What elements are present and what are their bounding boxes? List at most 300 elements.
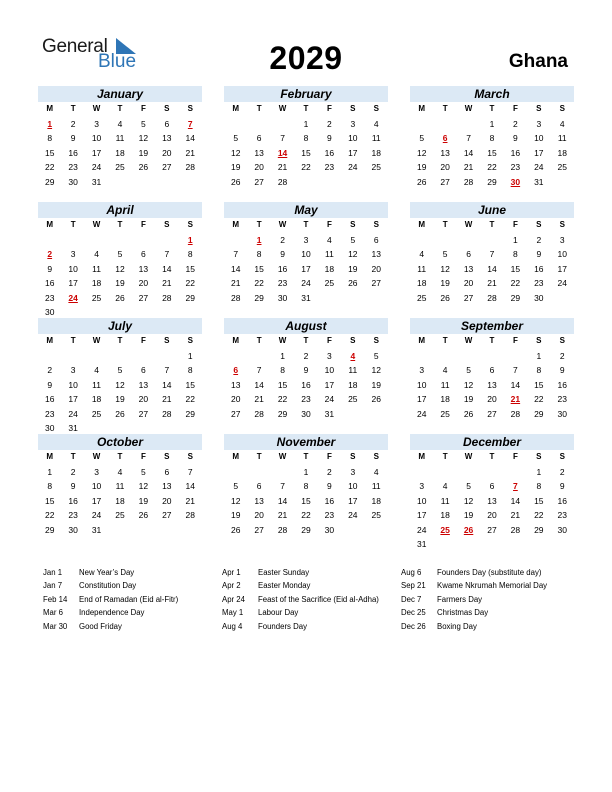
day-cell: 27	[463, 292, 474, 303]
empty-cell	[224, 233, 247, 248]
day-cell: 30	[557, 524, 567, 535]
week-row	[38, 508, 202, 523]
day-cell: 20	[230, 394, 241, 404]
day-cell: 29	[301, 524, 311, 535]
day-cell: 6	[141, 249, 146, 259]
day-cell: 22	[254, 278, 264, 288]
day-cell: 7	[187, 466, 193, 477]
day-cell: 23	[44, 292, 55, 303]
weekday-header	[224, 102, 388, 117]
month-title: February	[224, 86, 388, 102]
day-cell: 19	[230, 510, 241, 520]
day-cell: 7	[466, 133, 471, 143]
day-cell: 20	[138, 394, 149, 404]
day-cell: 31	[534, 176, 544, 187]
day-cell: 16	[510, 147, 521, 158]
day-cell: 22	[185, 394, 195, 404]
day-cell: 20	[138, 278, 149, 288]
weekday-label: W	[464, 104, 473, 113]
week-row	[38, 146, 202, 161]
day-cell: 6	[489, 481, 495, 491]
holiday-row	[401, 566, 547, 579]
day-cell: 3	[419, 365, 425, 375]
day-cell: 11	[115, 481, 125, 491]
day-cell: 5	[350, 234, 356, 245]
empty-cell	[179, 523, 202, 538]
day-cell: 16	[68, 495, 78, 506]
day-cell: 4	[94, 249, 99, 259]
week-row	[410, 363, 574, 378]
weekday-label: S	[373, 220, 379, 229]
day-cell: 8	[536, 481, 542, 491]
holiday-column	[222, 566, 379, 633]
day-cell: 11	[417, 263, 427, 274]
day-cell: 1	[536, 466, 542, 477]
day-cell: 6	[373, 234, 379, 245]
day-cell: 13	[254, 495, 264, 506]
weekday-label: T	[117, 452, 123, 461]
holiday-date: Aug 6	[401, 568, 422, 577]
day-cell: 21	[185, 495, 195, 506]
weekday-label: W	[464, 220, 473, 229]
holiday-row	[43, 566, 178, 579]
day-cell: 17	[416, 510, 427, 520]
weekday-label: T	[256, 452, 262, 461]
empty-cell	[504, 349, 527, 364]
week-row	[224, 117, 388, 132]
day-cell: 26	[230, 176, 241, 187]
weekday-label: T	[489, 220, 495, 229]
empty-cell	[433, 349, 456, 364]
day-cell: 23	[44, 408, 55, 419]
day-cell: 11	[92, 379, 101, 390]
holiday-column	[43, 566, 178, 633]
weekday-label: M	[232, 336, 240, 345]
weekday-label: T	[256, 336, 262, 345]
empty-cell	[504, 465, 527, 480]
holiday-date: Feb 14	[43, 594, 68, 604]
day-cell: 8	[513, 249, 518, 259]
day-cell: 24	[324, 394, 335, 404]
empty-cell	[318, 291, 341, 306]
day-cell: 15	[301, 495, 311, 506]
day-cell: 7	[164, 249, 170, 259]
week-row	[38, 117, 202, 132]
week-row	[410, 131, 574, 146]
month-title: January	[38, 86, 202, 102]
month-october	[38, 434, 202, 537]
day-cell: 3	[350, 118, 356, 129]
weekday-label: T	[70, 452, 76, 461]
day-cell: 25	[440, 408, 450, 419]
day-cell: 25	[371, 162, 381, 172]
day-cell: 1	[187, 350, 193, 361]
day-cell: 25	[416, 292, 427, 303]
empty-cell	[38, 349, 61, 364]
day-cell: 31	[324, 408, 335, 419]
day-cell: 24	[348, 162, 358, 172]
day-cell: 22	[185, 278, 195, 288]
day-cell: 16	[277, 263, 288, 274]
day-cell: 29	[534, 408, 544, 419]
weekday-label: T	[303, 452, 309, 461]
day-cell: 27	[162, 162, 172, 172]
month-april	[38, 202, 202, 320]
holiday-day: 7	[187, 118, 193, 129]
empty-cell	[132, 233, 155, 248]
empty-cell	[341, 175, 364, 190]
week-row	[410, 276, 574, 291]
empty-cell	[132, 175, 155, 190]
day-cell: 16	[557, 379, 567, 390]
day-cell: 21	[162, 278, 172, 288]
day-cell: 1	[489, 118, 495, 129]
day-cell: 14	[230, 263, 241, 274]
week-row	[410, 291, 574, 306]
day-cell: 16	[44, 394, 55, 404]
day-cell: 20	[463, 278, 474, 288]
day-cell: 9	[327, 481, 332, 491]
day-cell: 19	[138, 495, 149, 506]
empty-cell	[341, 291, 364, 306]
day-cell: 24	[91, 510, 102, 520]
day-cell: 19	[416, 162, 427, 172]
holiday-row	[222, 579, 379, 592]
day-cell: 23	[557, 510, 567, 520]
day-cell: 16	[324, 495, 335, 506]
empty-cell	[410, 117, 433, 132]
day-cell: 29	[44, 524, 55, 535]
weekday-label: F	[326, 452, 332, 461]
weekday-label: S	[164, 104, 170, 113]
day-cell: 19	[440, 278, 450, 288]
day-cell: 18	[91, 394, 102, 404]
day-cell: 23	[68, 162, 78, 172]
day-cell: 17	[557, 263, 567, 274]
day-cell: 11	[557, 133, 567, 143]
holiday-row	[401, 593, 547, 606]
empty-cell	[410, 349, 433, 364]
day-cell: 20	[440, 162, 450, 172]
holiday-day: 1	[256, 234, 262, 245]
week-row	[224, 131, 388, 146]
day-cell: 20	[162, 147, 172, 158]
day-cell: 26	[115, 408, 125, 419]
day-cell: 17	[301, 263, 311, 274]
day-cell: 13	[487, 379, 497, 390]
day-cell: 15	[487, 147, 497, 158]
weekday-label: M	[418, 452, 426, 461]
holiday-row	[401, 606, 547, 619]
empty-cell	[61, 349, 84, 364]
day-cell: 27	[487, 408, 497, 419]
day-cell: 13	[138, 379, 149, 390]
day-cell: 10	[68, 263, 78, 274]
week-row	[38, 349, 202, 364]
day-cell: 13	[230, 379, 241, 390]
weekday-header	[224, 334, 388, 349]
empty-cell	[433, 117, 456, 132]
weekday-label: T	[442, 452, 448, 461]
day-cell: 8	[47, 133, 53, 143]
day-cell: 10	[557, 249, 567, 259]
weekday-label: F	[140, 104, 146, 113]
weekday-header	[410, 334, 574, 349]
day-cell: 5	[466, 481, 471, 491]
day-cell: 20	[254, 510, 264, 520]
day-cell: 18	[440, 510, 450, 520]
holiday-row	[43, 620, 178, 633]
holiday-day: 30	[510, 176, 521, 187]
weekday-label: S	[559, 452, 565, 461]
week-row	[224, 146, 388, 161]
holiday-name: Easter Sunday	[258, 568, 310, 577]
week-row	[410, 349, 574, 364]
day-cell: 10	[416, 495, 427, 506]
day-cell: 4	[419, 249, 425, 259]
day-cell: 19	[463, 510, 474, 520]
day-cell: 31	[91, 524, 102, 535]
day-cell: 9	[559, 481, 565, 491]
day-cell: 17	[324, 379, 335, 390]
weekday-label: F	[326, 104, 332, 113]
day-cell: 22	[510, 278, 521, 288]
day-cell: 15	[44, 147, 55, 158]
week-row	[224, 494, 388, 509]
day-cell: 28	[487, 292, 497, 303]
weekday-label: W	[278, 220, 287, 229]
empty-cell	[247, 117, 270, 132]
month-february	[224, 86, 388, 189]
day-cell: 11	[92, 263, 101, 274]
day-cell: 2	[327, 466, 332, 477]
weekday-label: M	[232, 104, 240, 113]
day-cell: 29	[185, 408, 195, 419]
weekday-label: S	[187, 336, 193, 345]
week-row	[410, 392, 574, 407]
day-cell: 25	[115, 510, 125, 520]
empty-cell	[179, 175, 202, 190]
day-cell: 8	[187, 249, 193, 259]
day-cell: 3	[559, 234, 565, 245]
month-january	[38, 86, 202, 189]
holiday-name: Good Friday	[79, 621, 122, 631]
day-cell: 10	[348, 133, 358, 143]
empty-cell	[551, 291, 574, 306]
holiday-day: 25	[440, 524, 450, 535]
weekday-label: F	[140, 336, 146, 345]
day-cell: 3	[536, 118, 542, 129]
weekday-label: M	[232, 220, 240, 229]
day-cell: 18	[440, 394, 450, 404]
holiday-date: Mar 30	[43, 621, 68, 631]
week-row	[410, 523, 574, 538]
day-cell: 1	[536, 350, 542, 361]
holiday-row	[401, 579, 547, 592]
day-cell: 16	[301, 379, 311, 390]
empty-cell	[433, 537, 456, 552]
day-cell: 21	[510, 510, 521, 520]
empty-cell	[294, 175, 317, 190]
holiday-date: Aug 4	[222, 621, 243, 631]
week-row	[38, 465, 202, 480]
day-cell: 8	[303, 481, 309, 491]
day-cell: 26	[115, 292, 125, 303]
day-cell: 23	[277, 278, 288, 288]
weekday-label: F	[326, 336, 332, 345]
holiday-name: Constitution Day	[79, 581, 137, 591]
day-cell: 19	[371, 379, 381, 390]
day-cell: 10	[416, 379, 427, 390]
holiday-day: 1	[47, 118, 53, 129]
month-july	[38, 318, 202, 436]
day-cell: 24	[416, 408, 427, 419]
weekday-label: W	[92, 104, 101, 113]
country-name: Ghana	[508, 51, 568, 72]
weekday-label: M	[418, 336, 426, 345]
month-title: November	[224, 434, 388, 450]
day-cell: 13	[487, 495, 497, 506]
day-cell: 7	[256, 365, 262, 375]
day-cell: 22	[487, 162, 497, 172]
empty-cell	[271, 117, 294, 132]
weekday-label: T	[442, 336, 448, 345]
weekday-label: T	[70, 336, 76, 345]
day-cell: 4	[94, 365, 99, 375]
month-september	[410, 318, 574, 421]
weekday-label: W	[92, 452, 101, 461]
day-cell: 27	[230, 408, 241, 419]
month-title: April	[38, 202, 202, 218]
day-cell: 26	[440, 292, 450, 303]
week-row	[410, 160, 574, 175]
empty-cell	[480, 233, 503, 248]
empty-cell	[457, 233, 480, 248]
holiday-day: 7	[513, 481, 518, 491]
day-cell: 26	[138, 510, 149, 520]
day-cell: 11	[115, 133, 125, 143]
day-cell: 17	[91, 495, 102, 506]
day-cell: 15	[277, 379, 288, 390]
week-row	[38, 276, 202, 291]
day-cell: 20	[487, 510, 497, 520]
empty-cell	[108, 233, 131, 248]
day-cell: 3	[303, 234, 309, 245]
day-cell: 20	[162, 495, 172, 506]
empty-cell	[433, 233, 456, 248]
empty-cell	[108, 349, 131, 364]
day-cell: 12	[463, 495, 474, 506]
weekday-label: W	[92, 336, 101, 345]
day-cell: 27	[440, 176, 450, 187]
holiday-day: 2	[47, 249, 53, 259]
empty-cell	[480, 537, 503, 552]
holiday-row	[43, 593, 178, 606]
holiday-date: Apr 24	[222, 594, 245, 604]
day-cell: 30	[324, 524, 335, 535]
week-row	[38, 233, 202, 248]
day-cell: 7	[489, 249, 495, 259]
day-cell: 29	[185, 292, 195, 303]
day-cell: 23	[510, 162, 521, 172]
empty-cell	[410, 233, 433, 248]
day-cell: 6	[466, 249, 471, 259]
week-row	[38, 479, 202, 494]
day-cell: 19	[138, 147, 149, 158]
day-cell: 16	[557, 495, 567, 506]
empty-cell	[271, 465, 294, 480]
week-row	[38, 523, 202, 538]
day-cell: 10	[91, 481, 102, 491]
day-cell: 26	[463, 408, 474, 419]
day-cell: 9	[327, 133, 332, 143]
empty-cell	[457, 537, 480, 552]
day-cell: 29	[277, 408, 288, 419]
day-cell: 5	[373, 350, 379, 361]
day-cell: 8	[536, 365, 542, 375]
holiday-date: Mar 6	[43, 608, 63, 618]
empty-cell	[551, 175, 574, 190]
weekday-label: F	[512, 336, 518, 345]
day-cell: 2	[280, 234, 285, 245]
weekday-label: T	[489, 452, 495, 461]
day-cell: 12	[138, 481, 149, 491]
week-row	[410, 537, 574, 552]
weekday-label: T	[303, 220, 309, 229]
day-cell: 12	[230, 495, 241, 506]
holiday-row	[222, 593, 379, 606]
day-cell: 10	[301, 249, 311, 259]
day-cell: 6	[256, 481, 262, 491]
day-cell: 18	[557, 147, 567, 158]
day-cell: 4	[373, 118, 379, 129]
day-cell: 18	[115, 147, 125, 158]
day-cell: 13	[440, 147, 450, 158]
day-cell: 9	[70, 133, 76, 143]
day-cell: 2	[559, 466, 565, 477]
day-cell: 13	[138, 263, 149, 274]
holiday-name: Boxing Day	[437, 621, 477, 631]
day-cell: 16	[68, 147, 78, 158]
empty-cell	[457, 349, 480, 364]
empty-cell	[132, 523, 155, 538]
day-cell: 10	[91, 133, 102, 143]
holiday-day: 26	[463, 524, 474, 535]
day-cell: 11	[348, 365, 358, 375]
day-cell: 14	[162, 379, 172, 390]
day-cell: 31	[68, 423, 78, 433]
holiday-column	[401, 566, 547, 633]
empty-cell	[247, 465, 270, 480]
day-cell: 14	[463, 147, 474, 158]
day-cell: 13	[162, 133, 172, 143]
empty-cell	[224, 117, 247, 132]
day-cell: 21	[230, 278, 241, 288]
day-cell: 9	[303, 365, 309, 375]
day-cell: 18	[115, 495, 125, 506]
empty-cell	[457, 117, 480, 132]
weekday-label: T	[256, 220, 262, 229]
week-row	[410, 407, 574, 422]
week-row	[224, 276, 388, 291]
weekday-label: F	[326, 220, 332, 229]
holiday-name: Labour Day	[258, 608, 299, 618]
day-cell: 25	[91, 292, 102, 303]
day-cell: 7	[280, 133, 285, 143]
day-cell: 8	[187, 365, 193, 375]
holiday-name: Kwame Nkrumah Memorial Day	[437, 581, 548, 591]
empty-cell	[480, 349, 503, 364]
